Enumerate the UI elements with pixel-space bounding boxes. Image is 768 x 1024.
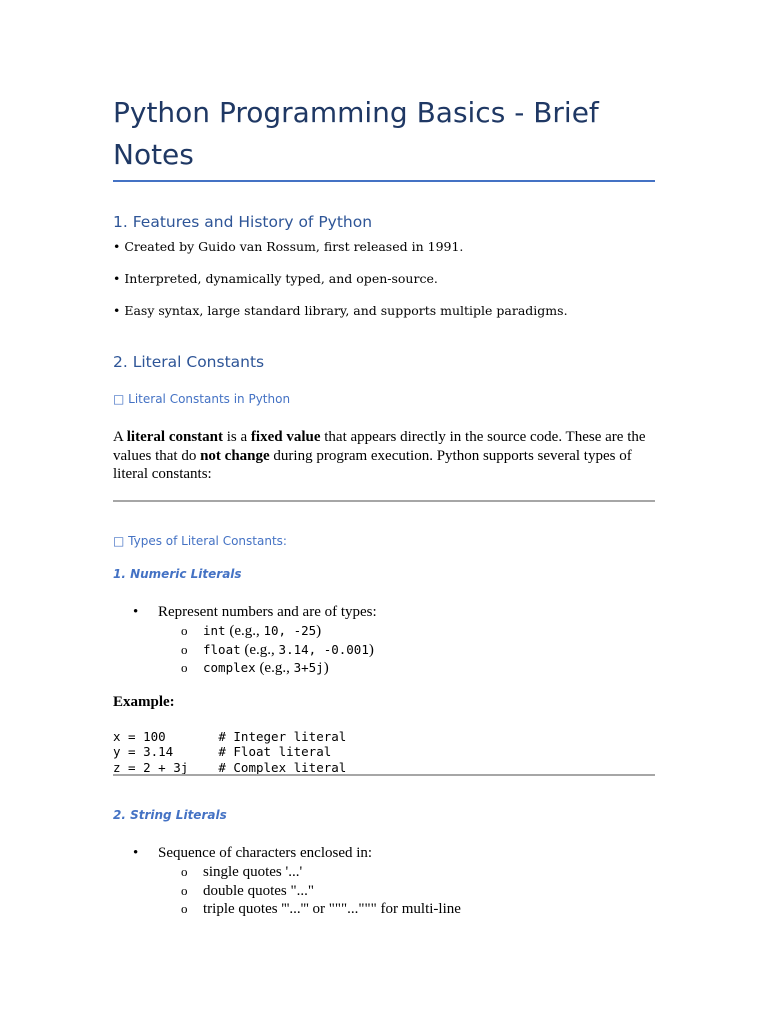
section-heading-features: 1. Features and History of Python — [113, 213, 373, 231]
type-desc: (e.g., — [255, 660, 294, 676]
subheading-string-literals: 2. String Literals — [113, 808, 227, 822]
list-item — [113, 844, 655, 863]
type-example: 3+5j — [293, 660, 324, 675]
list-item — [113, 882, 655, 901]
document-title: Python Programming Basics - Brief Notes — [113, 96, 599, 171]
type-desc-end: ) — [316, 623, 322, 639]
intro-paragraph — [113, 428, 655, 484]
subheading-literal-constants: □ Literal Constants in Python — [113, 392, 291, 406]
code-block-divider — [113, 774, 655, 776]
code-line: y = 3.14 # Float literal — [113, 744, 332, 760]
feature-bullet-2: • Interpreted, dynamically typed, and open-source. — [113, 271, 438, 286]
string-bullet-text: Sequence of characters enclosed in: — [158, 845, 373, 861]
feature-bullet-3: • Easy syntax, large standard library, and supports multiple paradigms. — [113, 303, 568, 318]
single-quotes-item: single quotes '...' — [203, 864, 303, 880]
list-item — [113, 603, 655, 622]
list-item — [113, 659, 655, 678]
triple-quotes-item: triple quotes '''...''' or """...""" for multi-line — [203, 901, 461, 917]
type-example: 10, -25 — [263, 623, 317, 638]
example-label: Example: — [113, 694, 175, 710]
intro-text-1: A — [113, 429, 127, 445]
type-complex: complex — [203, 660, 256, 675]
subheading-numeric-literals: 1. Numeric Literals — [113, 567, 242, 581]
list-item — [113, 641, 655, 660]
type-desc: (e.g., — [240, 641, 279, 658]
intro-text-4: during program execution. Python supports several types of literal constants: — [113, 447, 632, 482]
numeric-bullet-text: Represent numbers and are of types: — [158, 604, 377, 620]
subheading-types: □ Types of Literal Constants: — [113, 534, 287, 548]
horizontal-divider — [113, 500, 655, 502]
type-float: float — [203, 641, 241, 657]
type-desc-end: ) — [368, 641, 374, 658]
list-item — [113, 863, 655, 882]
intro-text-3: that appears directly in the source code. These are the values that do — [113, 429, 646, 464]
numeric-literals-list — [113, 603, 655, 678]
code-block — [113, 729, 655, 775]
intro-bold-literal-constant: literal constant — [126, 429, 223, 445]
title-underline — [113, 180, 655, 182]
code-line: x = 100 # Integer literal — [113, 729, 347, 744]
intro-bold-not-change: not change — [200, 447, 270, 464]
type-int: int — [203, 623, 226, 638]
list-item — [113, 900, 655, 919]
feature-bullet-1: • Created by Guido van Rossum, first released in 1991. — [113, 239, 464, 254]
double-quotes-item: double quotes "..." — [203, 882, 314, 899]
type-example: 3.14, -0.001 — [278, 641, 369, 657]
intro-bold-fixed-value: fixed value — [250, 429, 321, 445]
section-heading-literals: 2. Literal Constants — [113, 353, 265, 371]
string-literals-list — [113, 844, 655, 919]
intro-text-2: is a — [223, 429, 251, 445]
list-item — [113, 622, 655, 641]
type-desc-end: ) — [323, 660, 329, 676]
type-desc: (e.g., — [225, 623, 264, 639]
code-line: z = 2 + 3j # Complex literal — [113, 759, 347, 775]
